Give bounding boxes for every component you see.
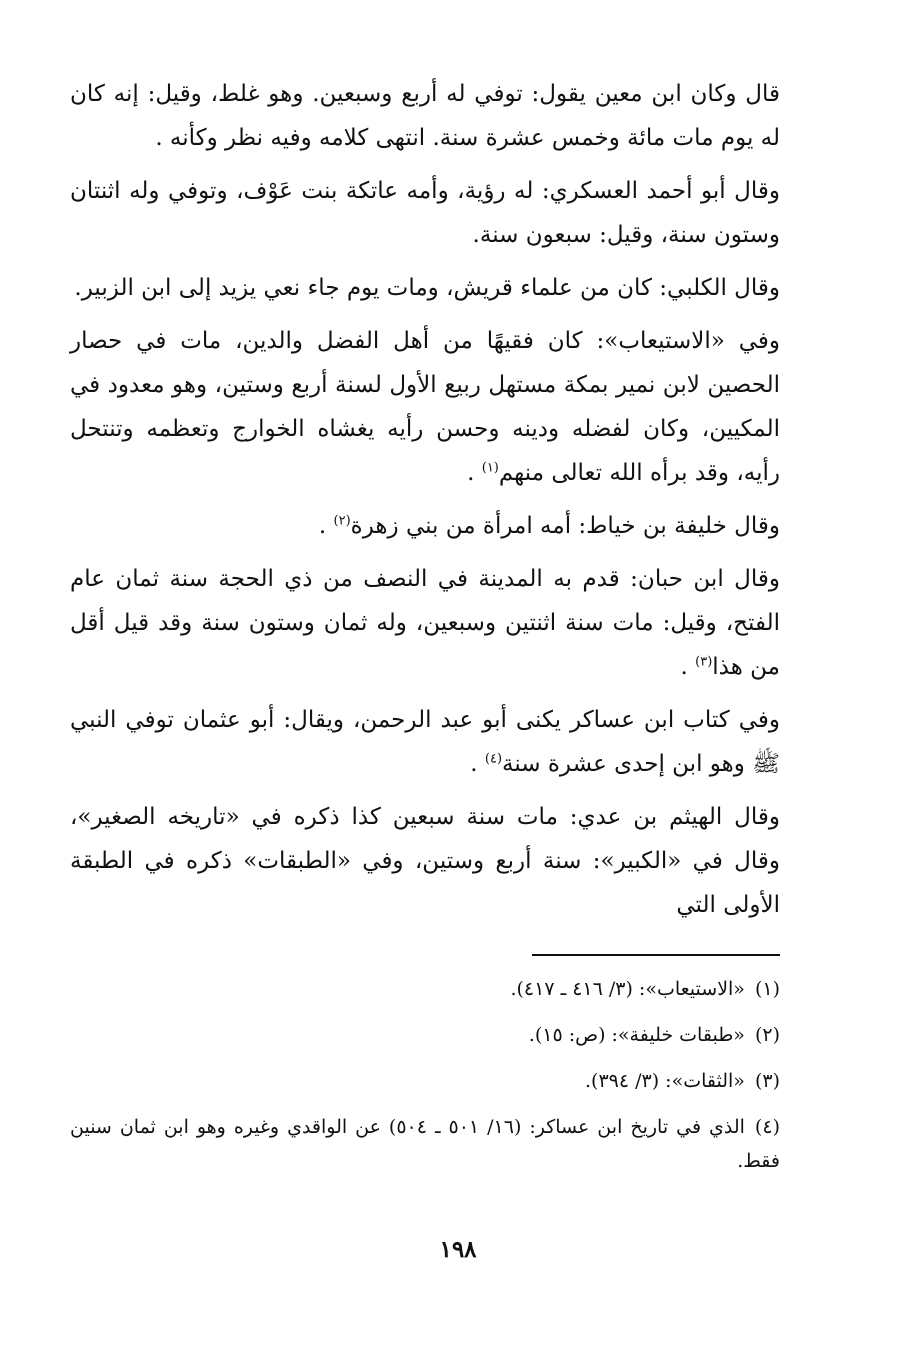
paragraph-text: قال وكان ابن معين يقول: توفي له أربع وسبعين. وهو غلط، وقيل: إنه كان له يوم مات مائة وخمس عشرة سنة. انتهى كلامه وفيه نظر وكأنه . (70, 81, 780, 151)
footnote-2 (70, 1018, 780, 1052)
footnote-text: «الاستيعاب»: (٣/ ٤١٦ ـ ٤١٧). (510, 978, 745, 1000)
paragraph-text: وقال الكلبي: كان من علماء قريش، ومات يوم جاء نعي يزيد إلى ابن الزبير. (74, 275, 780, 301)
paragraph-text: وقال أبو أحمد العسكري: له رؤية، وأمه عاتكة بنت عَوْف، وتوفي وله اثنتان وستون سنة، وقيل: سبعون سنة. (70, 178, 780, 248)
footnote-1 (70, 972, 780, 1006)
footnote-text: «طبقات خليفة»: (ص: ١٥). (528, 1024, 745, 1046)
paragraph-text: وقال الهيثم بن عدي: مات سنة سبعين كذا ذكره في «تاريخه الصغير»، وقال في «الكبير»: سنة أربع وستين، وفي «الطبقات» ذكره في الطبقة الأولى التي (70, 804, 780, 918)
paragraph-text: وقال خليفة بن خياط: أمه امرأة من بني زهرة (350, 513, 780, 539)
paragraph-tail: . (680, 654, 696, 680)
footnote-marker: (١) (754, 978, 780, 1000)
paragraph-4 (70, 319, 780, 495)
paragraph-3 (70, 266, 780, 310)
footnote-text: الذي في تاريخ ابن عساكر: (١٦/ ٥٠١ ـ ٥٠٤) عن الواقدي وغيره وهو ابن ثمان سنين فقط. (70, 1116, 780, 1172)
footnote-reference[interactable]: (٢) (333, 513, 351, 529)
paragraph-7 (70, 698, 780, 786)
paragraph-tail: . (318, 513, 334, 539)
footnote-marker: (٣) (754, 1070, 780, 1092)
footnote-reference[interactable]: (٤) (484, 751, 503, 767)
footnote-4 (70, 1110, 780, 1178)
paragraph-1 (70, 72, 780, 160)
paragraph-text: وفي «الاستيعاب»: كان فقيهًا من أهل الفضل والدين، مات في حصار الحصين لابن نمير بمكة مستهل ربيع الأول لسنة أربع وستين، وهو معدود في المكيين، وكان لفضله ودينه وحسن رأيه يغشاه الخوارج وتعظمه وتنتحل رأيه، وقد برأه الله تعالى منهم (70, 328, 780, 486)
footnote-divider (532, 954, 780, 956)
paragraph-2 (70, 169, 780, 257)
paragraph-tail: . (467, 460, 482, 486)
footnote-reference[interactable]: (١) (481, 460, 499, 476)
paragraph-6 (70, 557, 780, 689)
paragraph-text: وقال ابن حبان: قدم به المدينة في النصف من ذي الحجة سنة ثمان عام الفتح، وقيل: مات سنة اثنتين وسبعين، وله ثمان وستون سنة وقد قيل أقل من هذا (70, 566, 780, 680)
footnote-marker: (٤) (754, 1116, 780, 1138)
footnote-marker: (٢) (754, 1024, 780, 1046)
paragraph-tail: . (470, 751, 485, 777)
page-number: ١٩٨ (439, 1236, 477, 1263)
footnote-3 (70, 1064, 780, 1098)
paragraph-text: وفي كتاب ابن عساكر يكنى أبو عبد الرحمن، ويقال: أبو عثمان توفي النبي ﷺ وهو ابن إحدى عشرة سنة (70, 707, 780, 777)
footnotes (70, 972, 780, 1190)
footnote-text: «الثقات»: (٣/ ٣٩٤). (584, 1070, 745, 1092)
paragraph-8 (70, 795, 780, 927)
footnote-reference[interactable]: (٣) (695, 654, 713, 670)
main-text (70, 72, 780, 936)
paragraph-5 (70, 504, 780, 548)
